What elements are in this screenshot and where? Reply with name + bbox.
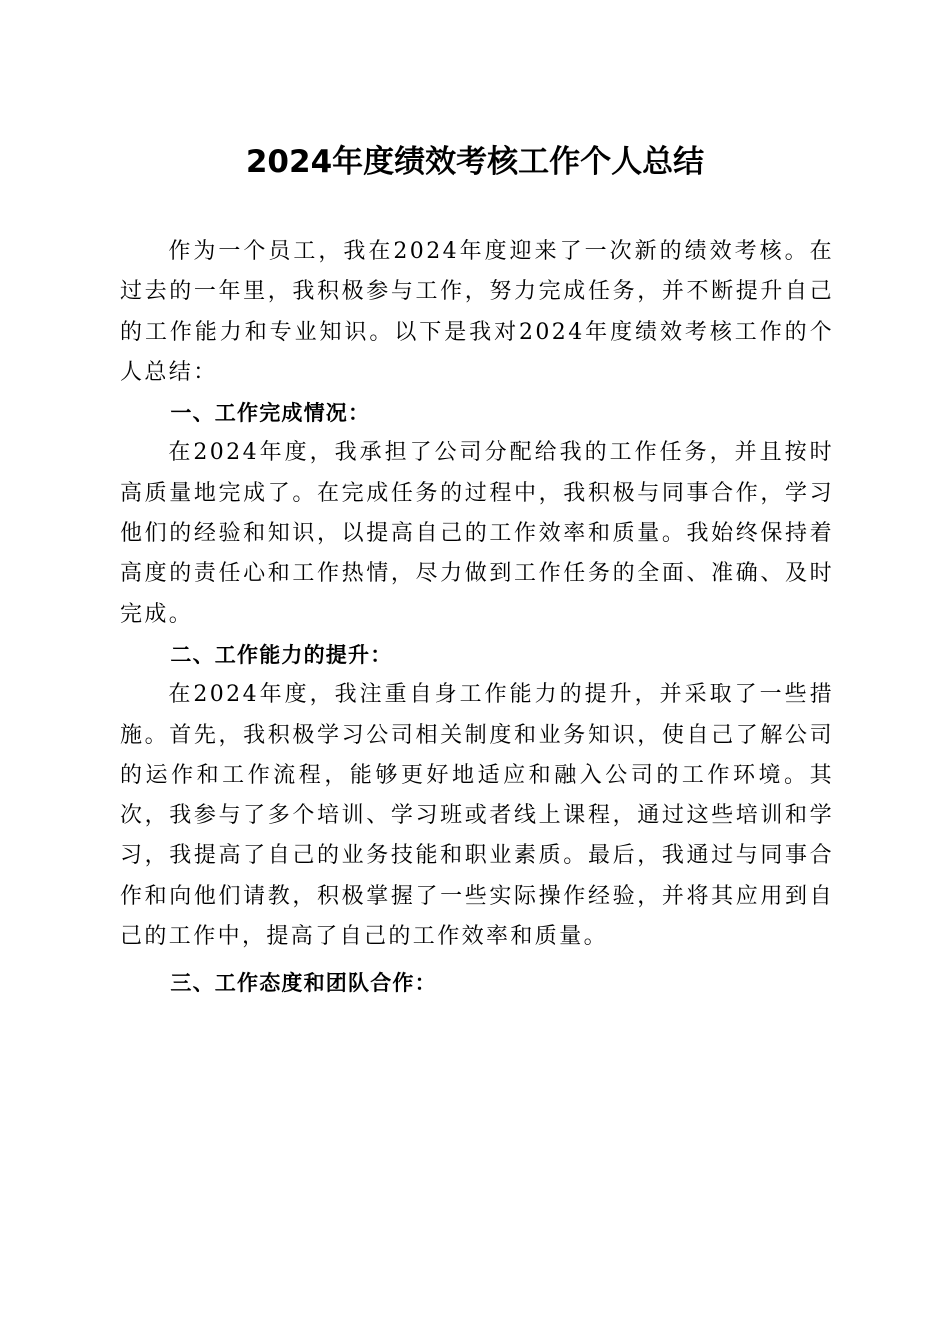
section-body-work-completion: 在2024年度，我承担了公司分配给我的工作任务，并且按时高质量地完成了。在完成任务的过程中，我积极与同事合作，学习他们的经验和知识，以提高自己的工作效率和质量。我始终保持着高度的责任心和工作热情，尽力做到工作任务的全面、准确、及时完成。	[120, 440, 834, 627]
section-heading-ability-improvement: 二、工作能力的提升：	[170, 642, 393, 667]
section-heading-work-completion: 一、工作完成情况：	[170, 401, 371, 426]
section-heading-attitude-teamwork: 三、工作态度和团队合作：	[170, 971, 437, 996]
document-body	[120, 232, 834, 1004]
intro-paragraph: 作为一个员工，我在2024年度迎来了一次新的绩效考核。在过去的一年里，我积极参与工作，努力完成任务，并不断提升自己的工作能力和专业知识。以下是我对2024年度绩效考核工作的个人总结：	[120, 239, 834, 385]
page-title: 2024年度绩效考核工作个人总结	[245, 144, 705, 180]
section-body-ability-improvement: 在2024年度，我注重自身工作能力的提升，并采取了一些措施。首先，我积极学习公司相关制度和业务知识，使自己了解公司的运作和工作流程，能够更好地适应和融入公司的工作环境。其次，我参与了多个培训、学习班或者线上课程，通过这些培训和学习，我提高了自己的业务技能和职业素质。最后，我通过与同事合作和向他们请教，积极掌握了一些实际操作经验，并将其应用到自己的工作中，提高了自己的工作效率和质量。	[120, 682, 834, 950]
